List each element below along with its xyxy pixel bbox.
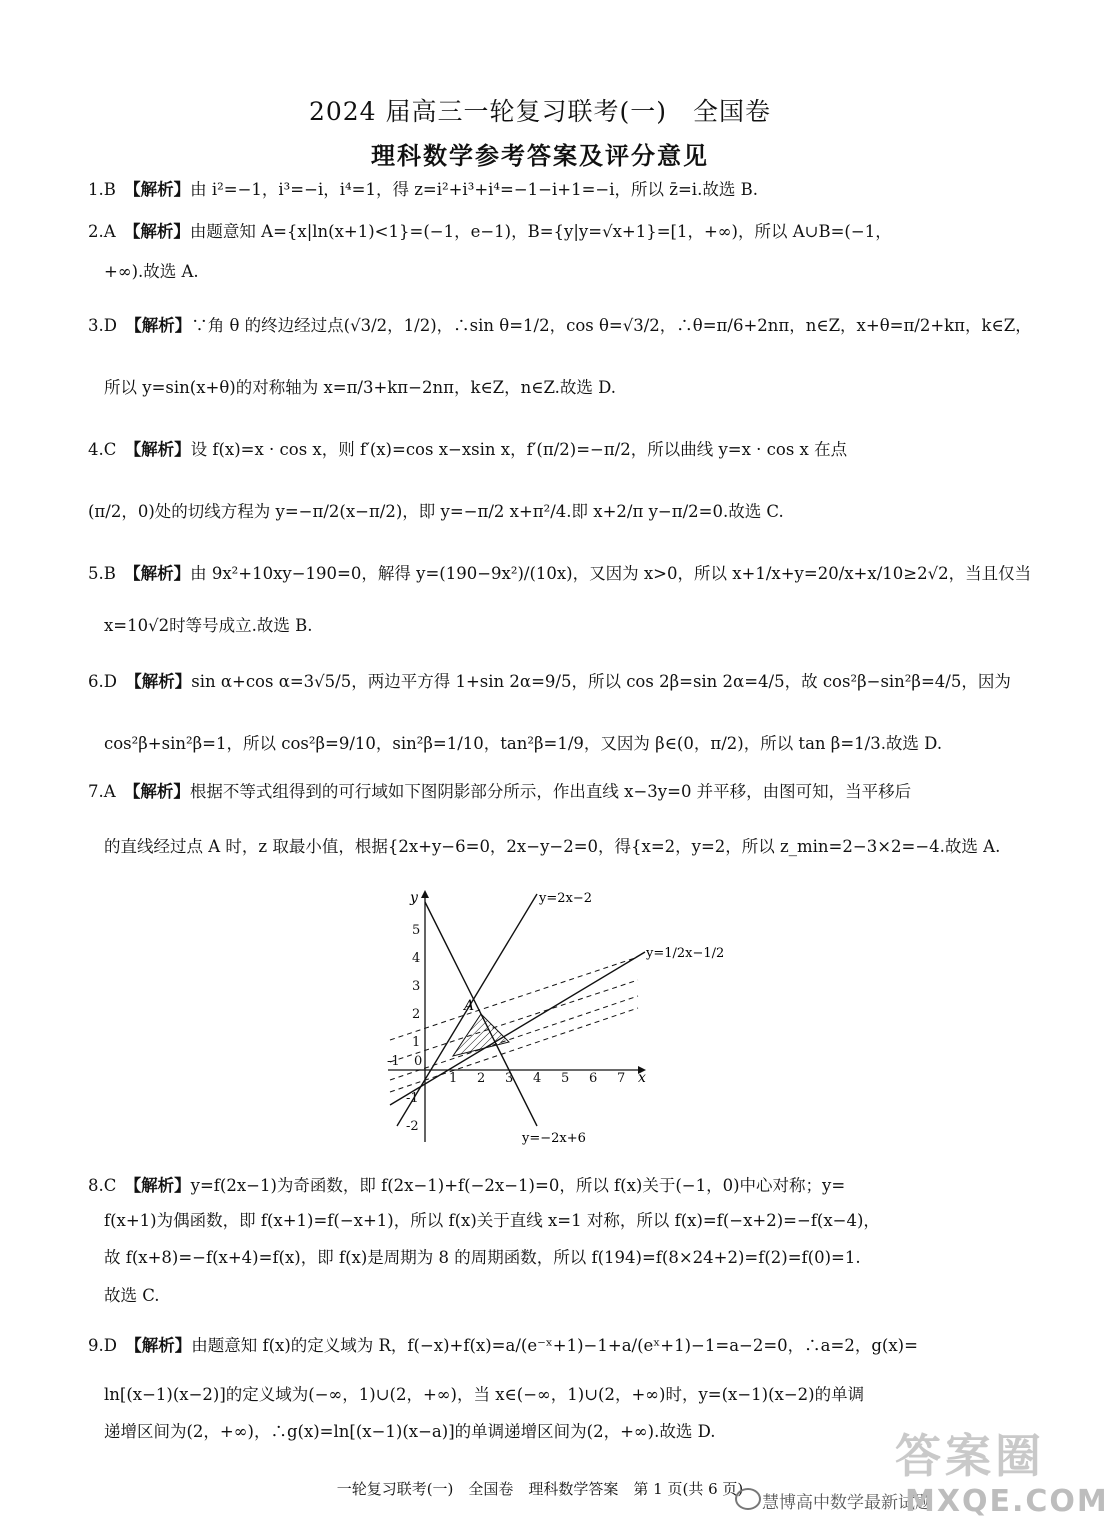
y-tick-label: 2 — [412, 1007, 421, 1022]
answer-number: 6.D — [88, 672, 117, 691]
page-footer: 一轮复习联考(一) 全国卷 理科数学答案 第 1 页(共 6 页) — [336, 1480, 744, 1498]
answer-text: 设 f(x)=x · cos x，则 f′(x)=cos x−xsin x，f′(π/2)=−π/2，所以曲线 y=x · cos x 在点 — [190, 440, 848, 459]
answer-text: 由 i²=−1，i³=−i，i⁴=1，得 z=i²+i³+i⁴=−1−i+1=−i，所以 z̄=i.故选 B. — [190, 180, 758, 199]
answer-number: 3.D — [88, 316, 117, 335]
x-tick-label: 4 — [533, 1071, 542, 1086]
dashed-line — [390, 958, 635, 1040]
answer-9-line-1 — [88, 1332, 918, 1356]
answer-8-line-4: 故选 C. — [104, 1286, 160, 1305]
line-y-half-x-half — [390, 952, 645, 1105]
y-tick-label: -1 — [406, 1091, 419, 1106]
answer-text: 由题意知 A={x|ln(x+1)<1}=(−1，e−1)，B={y|y=√x+1}=[1，+∞)，所以 A∪B=(−1， — [189, 222, 892, 241]
answer-tag: 【解析】 — [133, 1336, 192, 1355]
answer-tag: 【解析】 — [133, 316, 192, 335]
page-title: 2024 届高三一轮复习联考(一) 全国卷 — [308, 97, 772, 126]
answer-tag: 【解析】 — [132, 222, 190, 241]
answer-text: 由题意知 f(x)的定义域为 R，f(−x)+f(x)=a/(e⁻ˣ+1)−1+a/(eˣ+1)−1=a−2=0，∴a=2，g(x)= — [191, 1336, 918, 1355]
answer-8-line-2: f(x+1)为偶函数，即 f(x+1)=f(−x+1)，所以 f(x)关于直线 x=1 对称，所以 f(x)=f(−x+2)=−f(x−4)， — [104, 1211, 880, 1230]
answer-text: 由 9x²+10xy−190=0，解得 y=(190−9x²)/(10x)，又因为 x>0，所以 x+1/x+y=20/x+x/10≥2√2，当且仅当 — [190, 564, 1032, 583]
answer-tag: 【解析】 — [132, 1176, 191, 1195]
answer-number: 5.B — [88, 564, 116, 583]
y-tick-label: -2 — [406, 1119, 419, 1134]
answer-4-line-2: (π/2，0)处的切线方程为 y=−π/2(x−π/2)，即 y=−π/2 x+π²/4.即 x+2/π y−π/2=0.故选 C. — [88, 502, 784, 521]
answer-1-line-1 — [88, 176, 758, 200]
line-y-neg2x-6 — [425, 902, 537, 1126]
answer-text: 根据不等式组得到的可行域如下图阴影部分所示，作出直线 x−3y=0 并平移，由图可知，当平移后 — [189, 782, 912, 801]
wechat-icon — [735, 1488, 761, 1510]
answer-5-line-1 — [88, 560, 1031, 584]
answer-8-line-3: 故 f(x+8)=−f(x+4)=f(x)，即 f(x)是周期为 8 的周期函数，所以 f(194)=f(8×24+2)=f(2)=f(0)=1. — [104, 1248, 861, 1267]
line-label-half-x: y=1/2x−1/2 — [646, 946, 725, 961]
y-tick-label: 3 — [412, 979, 421, 994]
answer-number: 1.B — [88, 180, 116, 199]
x-tick-label: 2 — [477, 1071, 486, 1086]
answer-text: y=f(2x−1)为奇函数，即 f(2x−1)+f(−2x−1)=0，所以 f(x)关于(−1，0)中心对称；y= — [190, 1176, 846, 1195]
answer-3-line-1 — [88, 312, 1032, 336]
dashed-line — [390, 996, 638, 1080]
dashed-line — [390, 980, 638, 1062]
answer-7-line-1 — [88, 778, 911, 802]
line-label-2x-2: y=2x−2 — [539, 891, 593, 906]
answer-number: 4.C — [88, 440, 117, 459]
x-tick-label: 7 — [617, 1071, 626, 1086]
answer-6-line-1 — [88, 668, 1011, 692]
answer-tag: 【解析】 — [132, 180, 191, 199]
feasible-region-graph — [380, 880, 725, 1150]
answer-9-line-3: 递增区间为(2，+∞)，∴g(x)=ln[(x−1)(x−a)]的单调递增区间为(2，+∞).故选 D. — [104, 1422, 716, 1441]
answer-tag: 【解析】 — [132, 440, 191, 459]
y-tick-label: 4 — [412, 951, 421, 966]
answer-6-line-2: cos²β+sin²β=1，所以 cos²β=9/10，sin²β=1/10，tan²β=1/9，又因为 β∈(0，π/2)，所以 tan β=1/3.故选 D. — [104, 734, 943, 753]
answer-tag: 【解析】 — [133, 672, 192, 691]
answer-4-line-1 — [88, 436, 847, 460]
answer-8-line-1 — [88, 1172, 845, 1196]
x-tick-label: 1 — [449, 1071, 458, 1086]
x-tick-label: 5 — [561, 1071, 570, 1086]
answer-text: ∵角 θ 的终边经过点(√3/2，1/2)，∴sin θ=1/2，cos θ=√3/2，∴θ=π/6+2nπ，n∈Z，x+θ=π/2+kπ，k∈Z， — [191, 316, 1032, 335]
watermark-site: MXQE.COM — [905, 1484, 1109, 1519]
answer-number: 7.A — [88, 782, 116, 801]
answer-tag: 【解析】 — [132, 564, 191, 583]
answer-7-line-2: 的直线经过点 A 时，z 取最小值，根据{2x+y−6=0，2x−y−2=0，得{x=2，y=2，所以 z_min=2−3×2=−4.故选 A. — [104, 837, 1001, 856]
answer-number: 2.A — [88, 222, 116, 241]
answer-text: sin α+cos α=3√5/5，两边平方得 1+sin 2α=9/5，所以 cos 2β=sin 2α=4/5，故 cos²β−sin²β=4/5，因为 — [191, 672, 1011, 691]
answer-5-line-2: x=10√2时等号成立.故选 B. — [104, 616, 313, 635]
answer-number: 8.C — [88, 1176, 117, 1195]
y-axis-arrow-icon — [421, 890, 429, 898]
answer-3-line-2: 所以 y=sin(x+θ)的对称轴为 x=π/3+kπ−2nπ，k∈Z，n∈Z.故选 D. — [104, 378, 617, 397]
x-tick-label: 6 — [589, 1071, 598, 1086]
answer-tag: 【解析】 — [132, 782, 190, 801]
x-tick-label: 3 — [505, 1071, 514, 1086]
y-axis-label: y — [410, 890, 418, 906]
y-tick-label: 1 — [412, 1035, 421, 1050]
x-tick-label: 0 — [414, 1054, 423, 1069]
x-axis-label: x — [638, 1070, 646, 1086]
answer-2-line-2: +∞).故选 A. — [104, 262, 199, 281]
watermark-logo: 答案圈 — [895, 1429, 1045, 1483]
answer-2-line-1 — [88, 218, 892, 242]
line-label-neg2x-6: y=−2x+6 — [522, 1131, 586, 1146]
answer-9-line-2: ln[(x−1)(x−2)]的定义域为(−∞，1)∪(2，+∞)，当 x∈(−∞，1)∪(2，+∞)时，y=(x−1)(x−2)的单调 — [104, 1385, 865, 1404]
page-subtitle: 理科数学参考答案及评分意见 — [371, 142, 709, 170]
x-tick-label: -1 — [387, 1054, 400, 1069]
watermark-source: 慧博高中数学最新试题 — [762, 1493, 932, 1513]
y-tick-label: 5 — [412, 923, 421, 938]
point-a-label: A — [464, 998, 475, 1014]
answer-number: 9.D — [88, 1336, 117, 1355]
